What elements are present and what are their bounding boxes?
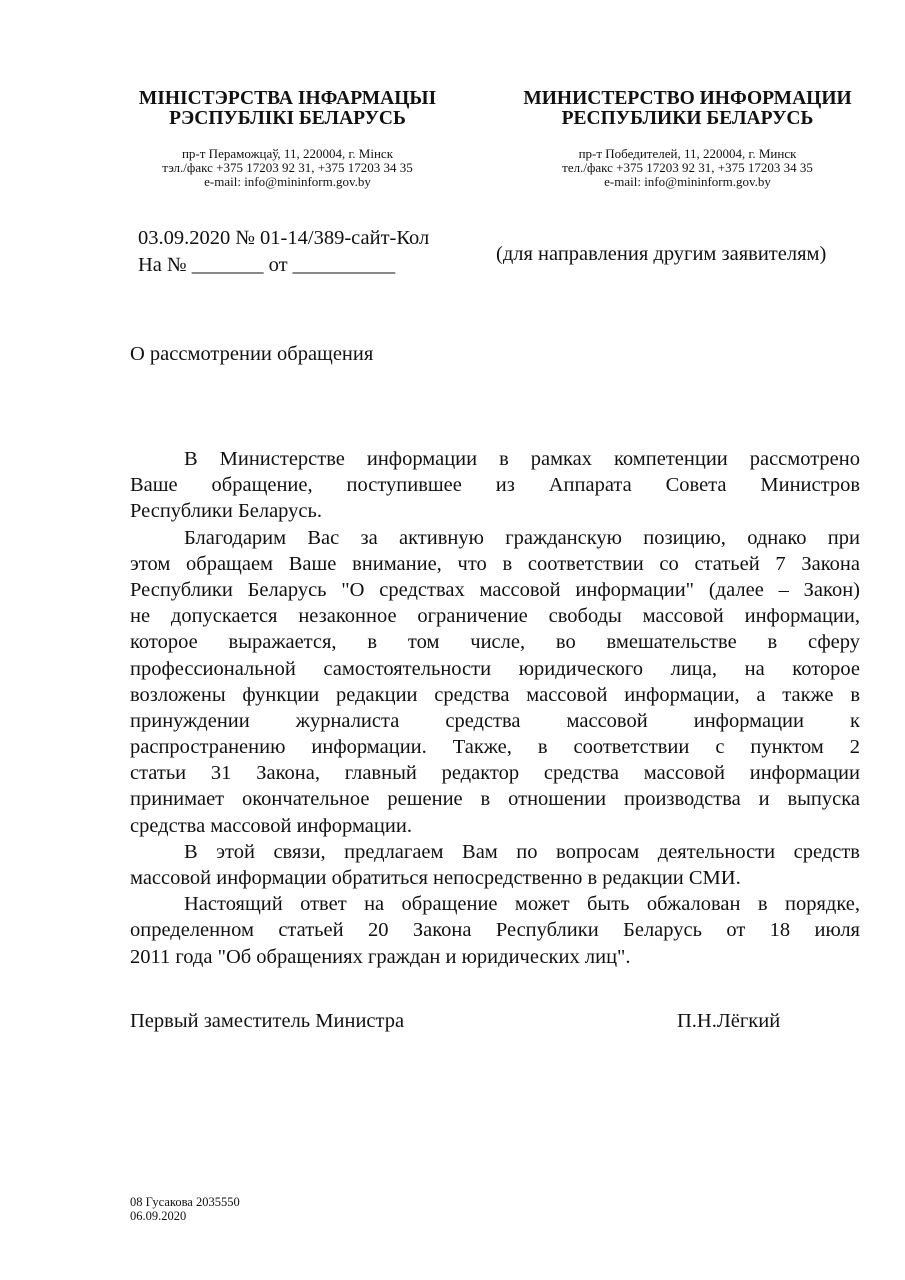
body-line: определенном статьей 20 Закона Республики Беларусь от 18 июля — [130, 919, 860, 942]
body-line: профессиональной самостоятельности юридического лица, на которое — [130, 657, 860, 680]
body-line: Республики Беларусь. — [130, 500, 322, 523]
body-line: средства массовой информации. — [130, 814, 412, 837]
phone-line: тел./факс +375 17203 92 31, +375 17203 34 35 — [562, 160, 813, 175]
signatory-position: Первый заместитель Министра — [130, 1010, 405, 1032]
body-line: 2011 года "Об обращениях граждан и юридических лиц". — [130, 945, 631, 968]
executor-info: 08 Гусакова 2035550 — [130, 1195, 240, 1209]
body-line: Ваше обращение, поступившее из Аппарата Совета Министров — [130, 474, 860, 497]
body-line: которое выражается, в том числе, во вмешательстве в сферу — [130, 631, 860, 654]
letter-body — [130, 446, 860, 970]
body-line: этом обращаем Ваше внимание, что в соответствии со статьей 7 Закона — [130, 552, 860, 575]
reference-number: На № _______ от __________ — [138, 254, 396, 276]
registration-number: 03.09.2020 № 01-14/389-сайт-Кол — [138, 227, 430, 249]
letterhead-ru-address — [500, 147, 875, 189]
body-line: принуждении журналиста средства массовой информации к — [130, 709, 860, 732]
address-line: пр-т Победителей, 11, 220004, г. Минск — [578, 146, 797, 161]
email-line: e-mail: info@mininform.gov.by — [204, 174, 371, 189]
footer-date: 06.09.2020 — [130, 1209, 187, 1223]
letterhead-by-title — [100, 89, 475, 129]
letterhead-ru-title — [500, 89, 875, 129]
letterhead-by-line2: РЭСПУБЛІКІ БЕЛАРУСЬ — [169, 108, 406, 129]
body-line: статьи 31 Закона, главный редактор средства массовой информации — [130, 762, 860, 785]
letterhead-by-address — [100, 147, 475, 189]
body-line: В этой связи, предлагаем Вам по вопросам деятельности средств — [184, 840, 860, 863]
letterhead-by-line1: МІНІСТЭРСТВА ІНФАРМАЦЫІ — [138, 88, 437, 109]
subject-line: О рассмотрении обращения — [130, 343, 374, 365]
body-line: Республики Беларусь "О средствах массовой информации" (далее – Закон) — [130, 578, 860, 601]
body-line: не допускается незаконное ограничение свободы массовой информации, — [130, 605, 860, 628]
address-line: пр-т Пераможцаў, 11, 220004, г. Мінск — [181, 146, 394, 161]
addressee: (для направления другим заявителям) — [496, 243, 827, 265]
registration-block — [138, 225, 429, 279]
body-line: Благодарим Вас за активную гражданскую позицию, однако при — [184, 526, 860, 549]
body-line: В Министерстве информации в рамках компетенции рассмотрено — [184, 448, 860, 470]
letterhead-ru-line2: РЕСПУБЛИКИ БЕЛАРУСЬ — [561, 108, 814, 129]
body-line: Настоящий ответ на обращение может быть обжалован в порядке, — [184, 893, 860, 916]
signatory-name: П.Н.Лёгкий — [677, 1010, 781, 1032]
body-line: возложены функции редакции средства массовой информации, а также в — [130, 683, 860, 706]
phone-line: тэл./факс +375 17203 92 31, +375 17203 34 35 — [162, 160, 413, 175]
email-line: e-mail: info@mininform.gov.by — [604, 174, 771, 189]
letterhead-ru-line1: МИНИСТЕРСТВО ИНФОРМАЦИИ — [523, 88, 852, 109]
body-line: распространению информации. Также, в соответствии с пунктом 2 — [130, 736, 860, 759]
footer-note — [130, 1195, 240, 1223]
body-line: принимает окончательное решение в отношении производства и выпуска — [130, 788, 860, 811]
body-line: массовой информации обратиться непосредственно в редакции СМИ. — [130, 867, 741, 889]
